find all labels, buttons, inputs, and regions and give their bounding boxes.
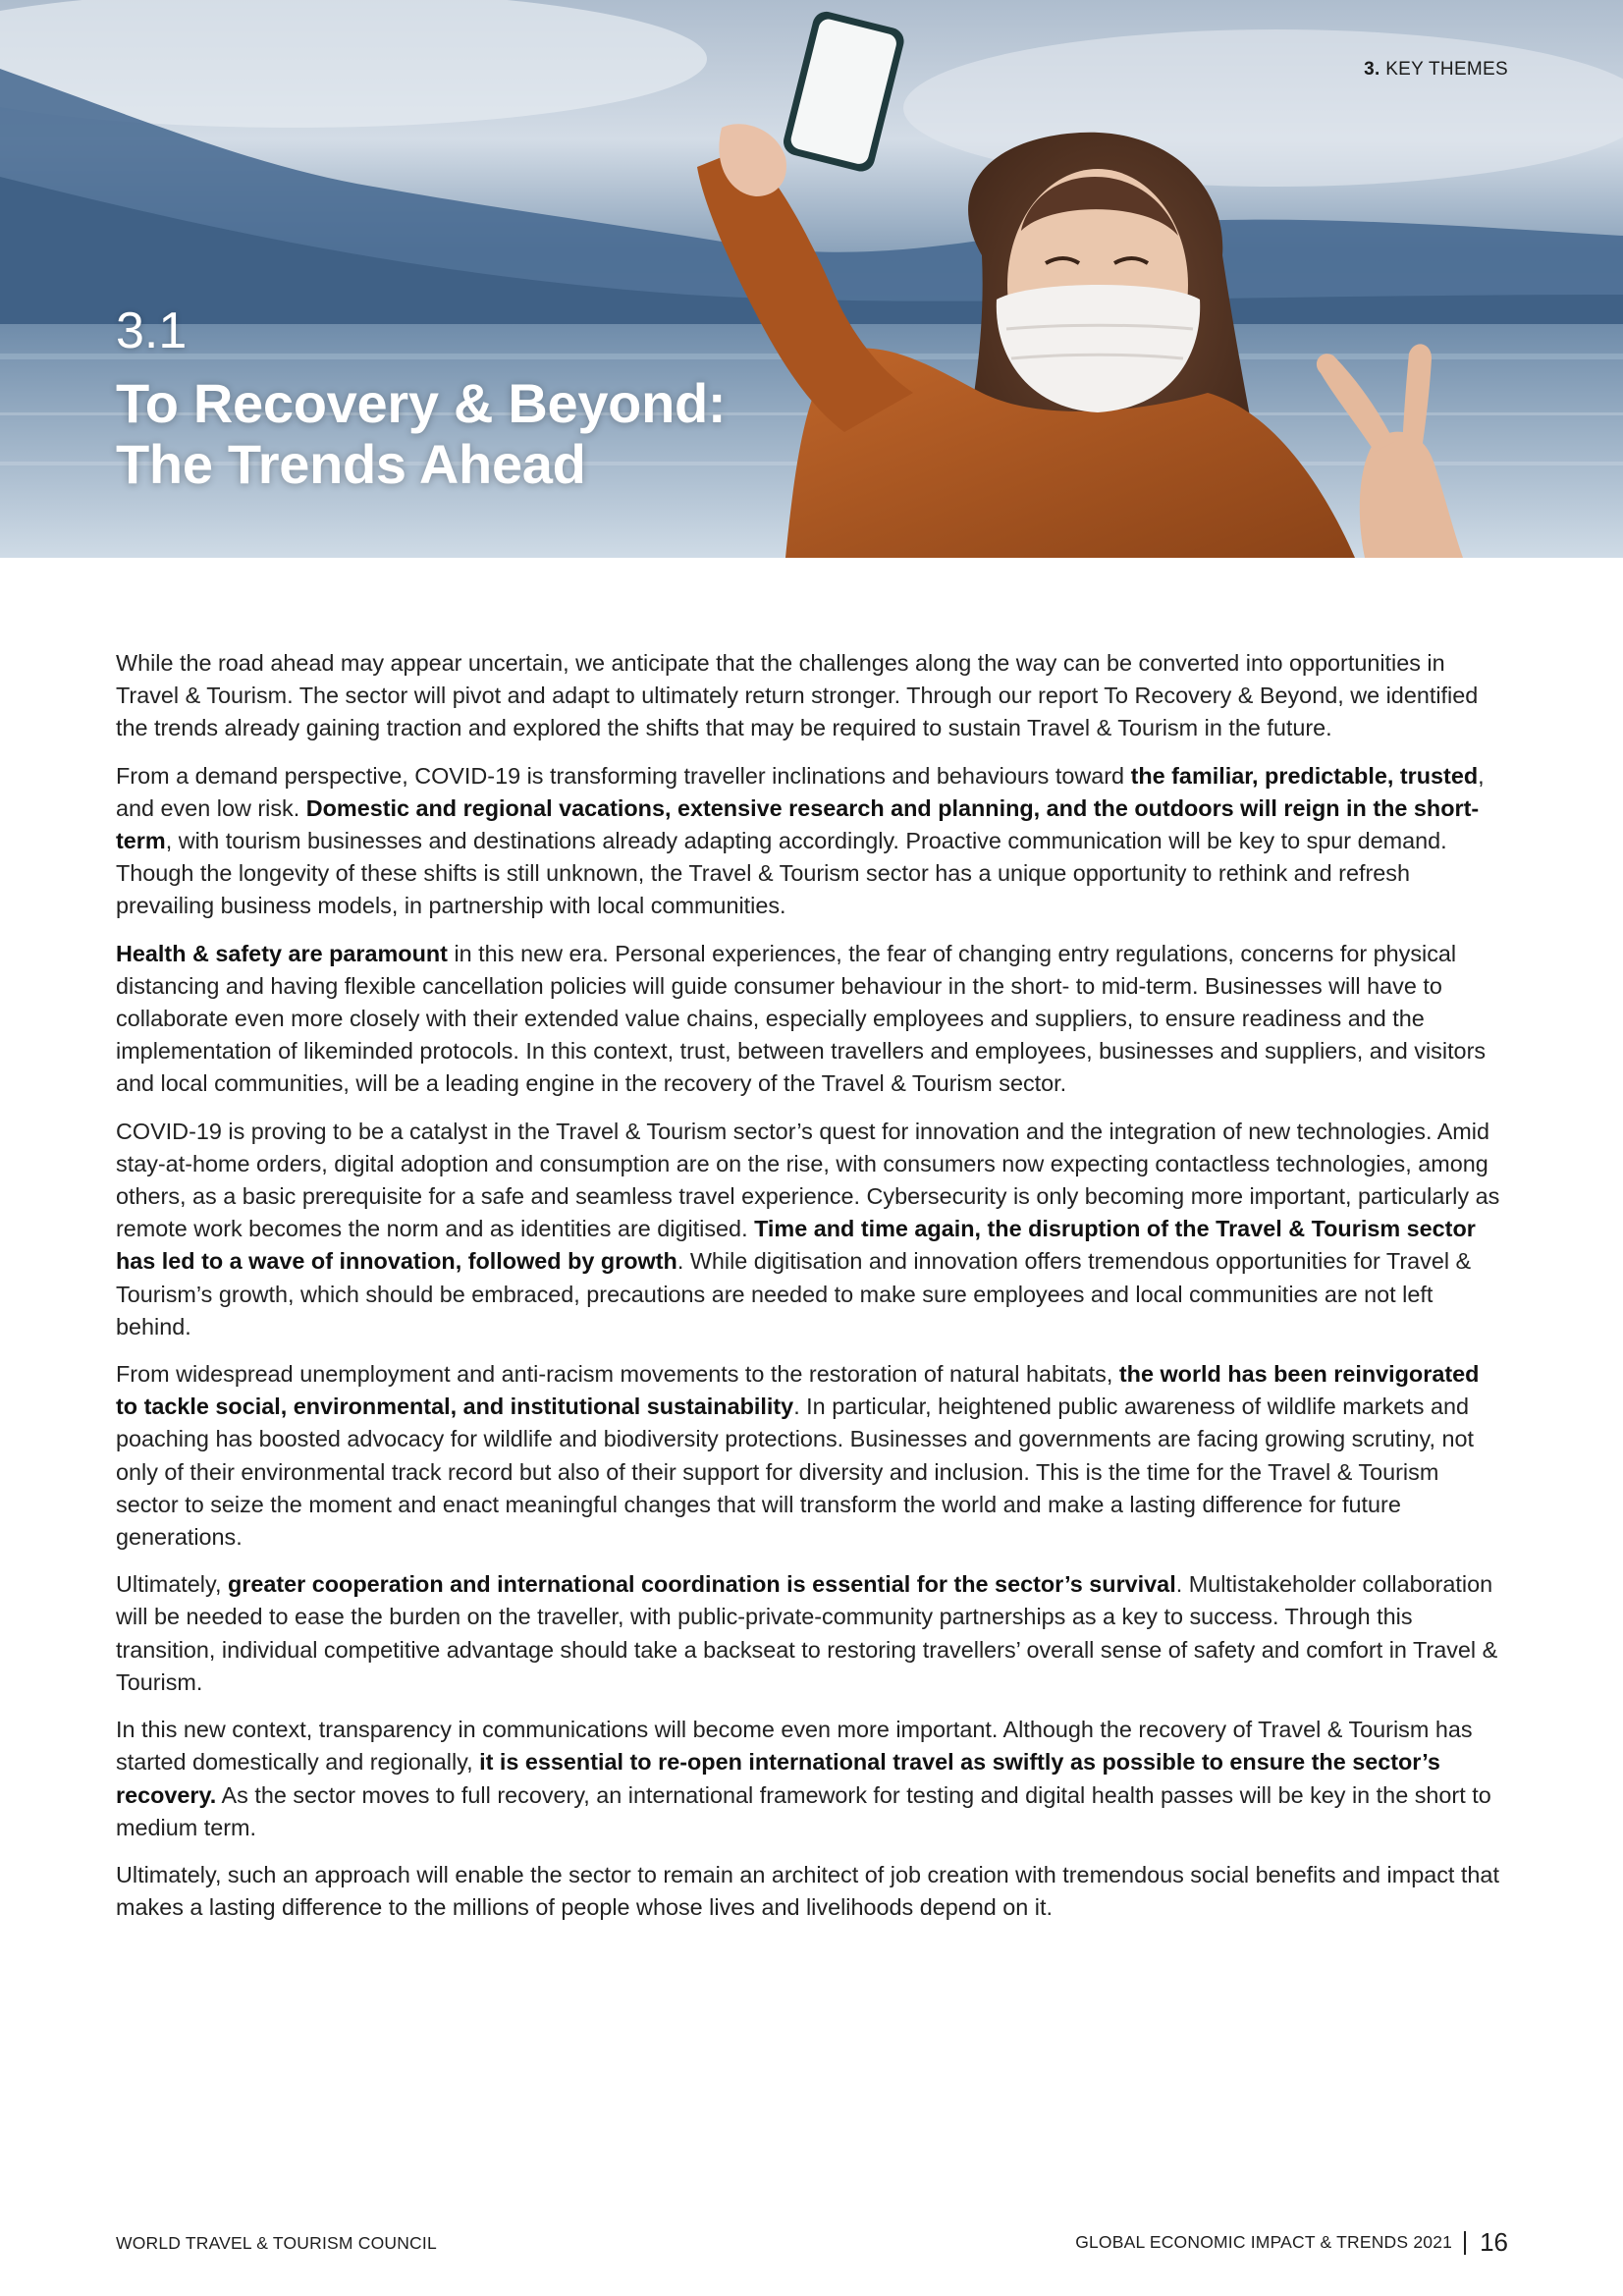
article-body [116, 647, 1506, 1939]
body-text: As the sector moves to full recovery, an international framework for testing and digital health passes will be key in the short to medium term. [116, 1781, 1491, 1840]
emphasis-text: Domestic and regional vacations, extensive research and planning, and the outdoors will reign in the short-term [116, 794, 1480, 854]
paragraph [116, 1358, 1506, 1554]
paragraph [116, 1714, 1506, 1844]
body-text: in this new era. Personal experiences, the fear of changing entry regulations, concerns for physical distancing and having flexible cancellation policies will guide consumer behaviour in the short- to mid-term. Businesses will have to collaborate even more closely with their extended value chains, especially employees and suppliers, to ensure readiness and the implementation of likeminded protocols. In this context, trust, between travellers and employees, businesses and suppliers, and visitors and local communities, will be a leading engine in the recovery of the Travel & Tourism sector. [116, 940, 1487, 1097]
section-label: KEY THEMES [1385, 59, 1508, 80]
paragraph [116, 1568, 1506, 1699]
body-text: In this new context, transparency in communications will become even more important. Although the recovery of Travel & Tourism has started domestically and regionally, [116, 1717, 1473, 1776]
body-text: , and even low risk. [116, 762, 1485, 821]
emphasis-text: Health & safety are paramount [116, 940, 448, 966]
page-title-line-1: To Recovery & Beyond: [116, 372, 727, 434]
footer-right [1075, 2227, 1508, 2258]
body-text: Ultimately, [116, 1571, 228, 1598]
paragraph [116, 938, 1506, 1101]
body-text: From a demand perspective, COVID-19 is transforming traveller inclinations and behaviours toward [116, 762, 1131, 789]
page-footer [116, 2227, 1508, 2257]
footer-report-title: GLOBAL ECONOMIC IMPACT & TRENDS 2021 [1075, 2232, 1453, 2252]
footer-organization: WORLD TRAVEL & TOURISM COUNCIL [116, 2233, 437, 2253]
emphasis-text: it is essential to re-open international travel as swiftly as possible to ensure the sector’s recovery. [116, 1749, 1440, 1808]
body-text: While the road ahead may appear uncertain, we anticipate that the challenges along the way can be converted into opportunities in Travel & Tourism. The sector will pivot and adapt to ultimately return stronger. Through our report To Recovery & Beyond, we identified the trends already gaining traction and explored the shifts that may be required to sustain Travel & Tourism in the future. [116, 650, 1479, 741]
section-kicker [1364, 59, 1508, 81]
emphasis-text: greater cooperation and international coordination is essential for the sector’s survival [227, 1571, 1176, 1598]
body-text: . While digitisation and innovation offers tremendous opportunities for Travel & Tourism’s growth, which should be embraced, precautions are needed to make sure employees and local communities are not left behind. [116, 1248, 1472, 1339]
paragraph [116, 1859, 1506, 1924]
paragraph [116, 647, 1506, 745]
hero-banner [0, 0, 1623, 558]
emphasis-text: Time and time again, the disruption of the Travel & Tourism sector has led to a wave of innovation, followed by growth [116, 1216, 1476, 1275]
chapter-number: 3.1 [116, 302, 188, 359]
page-title-line-2: The Trends Ahead [116, 433, 586, 495]
paragraph [116, 1116, 1506, 1343]
emphasis-text: the world has been reinvigorated to tackle social, environmental, and institutional sustainability [116, 1361, 1480, 1420]
paragraph [116, 760, 1506, 923]
section-number: 3. [1364, 59, 1380, 80]
body-text: . Multistakeholder collaboration will be needed to ease the burden on the traveller, with public-private-community partnerships as a key to success. Through this transition, individual competitive advantage should take a backseat to restoring travellers’ overall sense of safety and comfort in Travel & Tourism. [116, 1571, 1498, 1695]
footer-divider [1464, 2231, 1466, 2255]
page-title [116, 373, 726, 495]
body-text: . In particular, heightened public awareness of wildlife markets and poaching has boosted advocacy for wildlife and biodiversity protections. Businesses and governments are facing growing scrutiny, not only of their environmental track record but also of their support for diversity and inclusion. This is the time for the Travel & Tourism sector to seize the moment and enact meaningful changes that will transform the world and make a lasting difference for future generations. [116, 1394, 1474, 1551]
body-text: Ultimately, such an approach will enable the sector to remain an architect of job creation with tremendous social benefits and impact that makes a lasting difference to the millions of people whose lives and livelihoods depend on it. [116, 1861, 1499, 1921]
body-text: , with tourism businesses and destinations already adapting accordingly. Proactive communication will be key to spur demand. Though the longevity of these shifts is still unknown, the Travel & Tourism sector has a unique opportunity to rethink and refresh prevailing business models, in partnership with local communities. [116, 828, 1447, 919]
body-text: COVID-19 is proving to be a catalyst in the Travel & Tourism sector’s quest for innovation and the integration of new technologies. Amid stay-at-home orders, digital adoption and consumption are on the rise, with consumers now expecting contactless technologies, among others, as a basic prerequisite for a safe and seamless travel experience. Cybersecurity is only becoming more important, particularly as remote work becomes the norm and as identities are digitised. [116, 1118, 1500, 1242]
page-number: 16 [1480, 2227, 1508, 2257]
emphasis-text: the familiar, predictable, trusted [1130, 762, 1479, 789]
body-text: From widespread unemployment and anti-racism movements to the restoration of natural habitats, [116, 1361, 1119, 1388]
